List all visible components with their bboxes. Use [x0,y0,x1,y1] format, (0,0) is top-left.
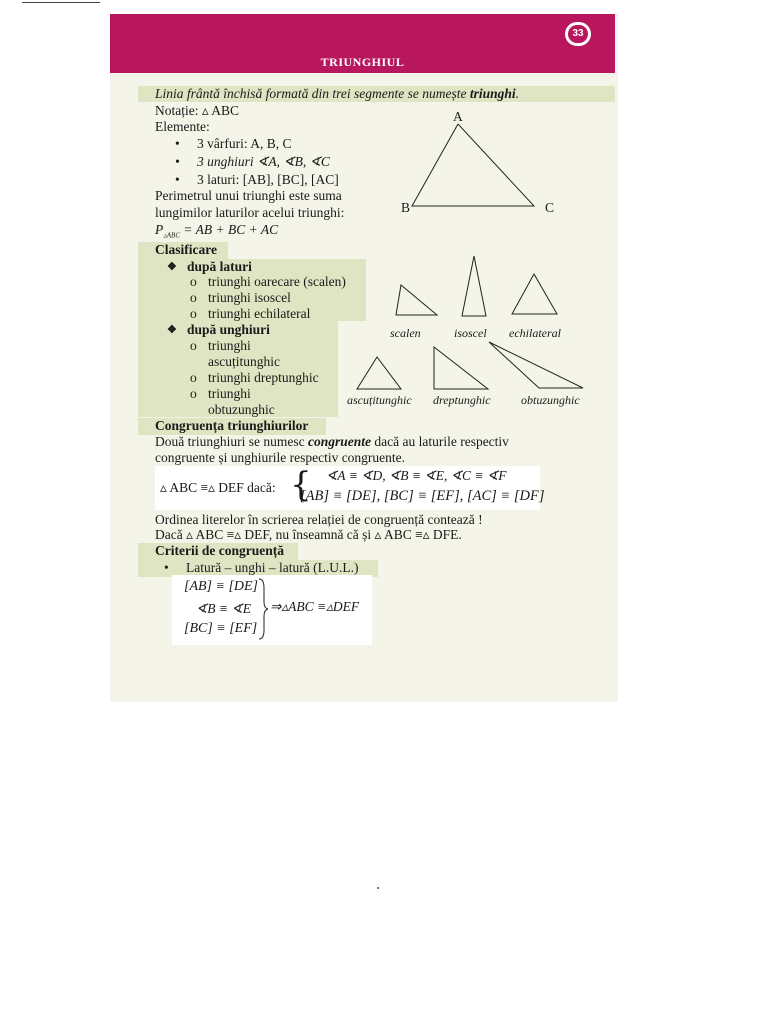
echilateral-triangle-figure [510,272,560,317]
condition-brace: { [290,465,312,505]
triangle-abc-figure [400,110,560,220]
perimeter-line2: lungimilor laturilor acelui triunghi: [155,205,345,220]
criteria-item-lul: • Latură – unghi – latură (L.U.L.) [186,561,358,575]
by-angles-label: ❖ după unghiuri [187,323,270,337]
isoscel-label: isoscel [454,326,487,340]
angles-item-acute-line1: o triunghi [208,339,251,353]
perimeter-symbol: P [155,222,164,237]
echilateral-label: echilateral [509,326,561,340]
angles-item-right: o triunghi dreptunghic [208,371,319,385]
lul-line2: ∢B ≡ ∢E [196,601,251,616]
acute-label: ascuțitunghic [347,393,412,407]
order-note: Ordinea literelor în scrierea relației de congruență contează ! [155,512,483,527]
condition-sides: [AB] ≡ [DE], [BC] ≡ [EF], [AC] ≡ [DF] [300,488,545,504]
vertex-a-label: A [453,109,463,124]
angles-item-acute-line2: ascuțitunghic [208,354,280,369]
congruence-text1-end: dacă au laturile respectiv [371,434,509,449]
definition-text [155,87,519,101]
lul-line3: [BC] ≡ [EF] [184,621,258,636]
sides-item-isoscel: o triunghi isoscel [208,291,291,305]
elements-label: Elemente: [155,119,210,134]
condition-angles: ∢A ≡ ∢D, ∢B ≡ ∢E, ∢C ≡ ∢F [326,468,507,483]
congruence-text1: Două triunghiuri se numesc [155,434,308,449]
isoscel-triangle-figure [460,255,490,317]
right-label: dreptunghic [433,393,491,407]
perimeter-subscript: ▵ABC [163,231,180,240]
definition-term: triunghi [469,86,516,101]
perimeter-expression: = AB + BC + AC [183,222,279,237]
subject-label: Geometrie [565,10,594,16]
classification-heading: Clasificare [155,242,217,257]
vertex-b-label: B [401,200,411,215]
notation-line [155,104,239,118]
order-example: Dacă ▵ ABC ≡▵ DEF, nu înseamnă că și ▵ ABC ≡▵ DFE. [155,527,462,542]
congruence-term: congruente [307,434,371,449]
perimeter-formula [155,223,278,243]
elements-item-vertices: • 3 vârfuri: A, B, C [197,137,292,151]
by-sides-label: ❖ după laturi [187,260,252,274]
congruence-condition-left: ▵ ABC ≡▵ DEF dacă: [160,480,276,495]
lul-result: ⇒▵ABC ≡▵DEF [270,599,360,614]
scan-top-line [22,2,100,3]
page-number: 33 [568,25,588,43]
notation-value: ▵ ABC [201,103,240,118]
perimeter-line1: Perimetrul unui triunghi este suma [155,188,342,203]
angles-item-obtuse-line1: o triunghi [208,387,251,401]
obtuse-triangle-figure [487,340,587,392]
vertex-c-label: C [545,200,555,215]
notation-label: Notație: [155,103,199,118]
right-triangle-figure [432,345,490,391]
lul-line1: [AB] ≡ [DE] [184,579,259,594]
scan-speck [377,887,379,889]
acute-triangle-figure [355,355,405,391]
congruence-definition-line1 [155,435,509,449]
obtuse-label: obtuzunghic [521,393,580,407]
criteria-heading: Criterii de congruență [155,543,284,558]
elements-item-angles: • 3 unghiuri ∢A, ∢B, ∢C [197,155,330,169]
sides-item-scalen: o triunghi oarecare (scalen) [208,275,346,289]
definition-end: . [515,86,520,101]
definition-body: Linia frântă închisă formată din trei segmente se numește [155,86,470,101]
lul-brace [256,578,270,640]
scalen-triangle-figure [395,283,440,318]
congruence-heading: Congruența triunghiurilor [155,418,309,433]
scalen-label: scalen [390,326,421,340]
sides-item-echilateral: o triunghi echilateral [208,307,310,321]
elements-item-sides: • 3 laturi: [AB], [BC], [AC] [197,173,339,187]
page-title: TRIUNGHIUL [320,55,405,69]
angles-item-obtuse-line2: obtuzunghic [208,402,275,417]
congruence-definition-line2: congruente și unghiurile respectiv congruente. [155,450,406,465]
